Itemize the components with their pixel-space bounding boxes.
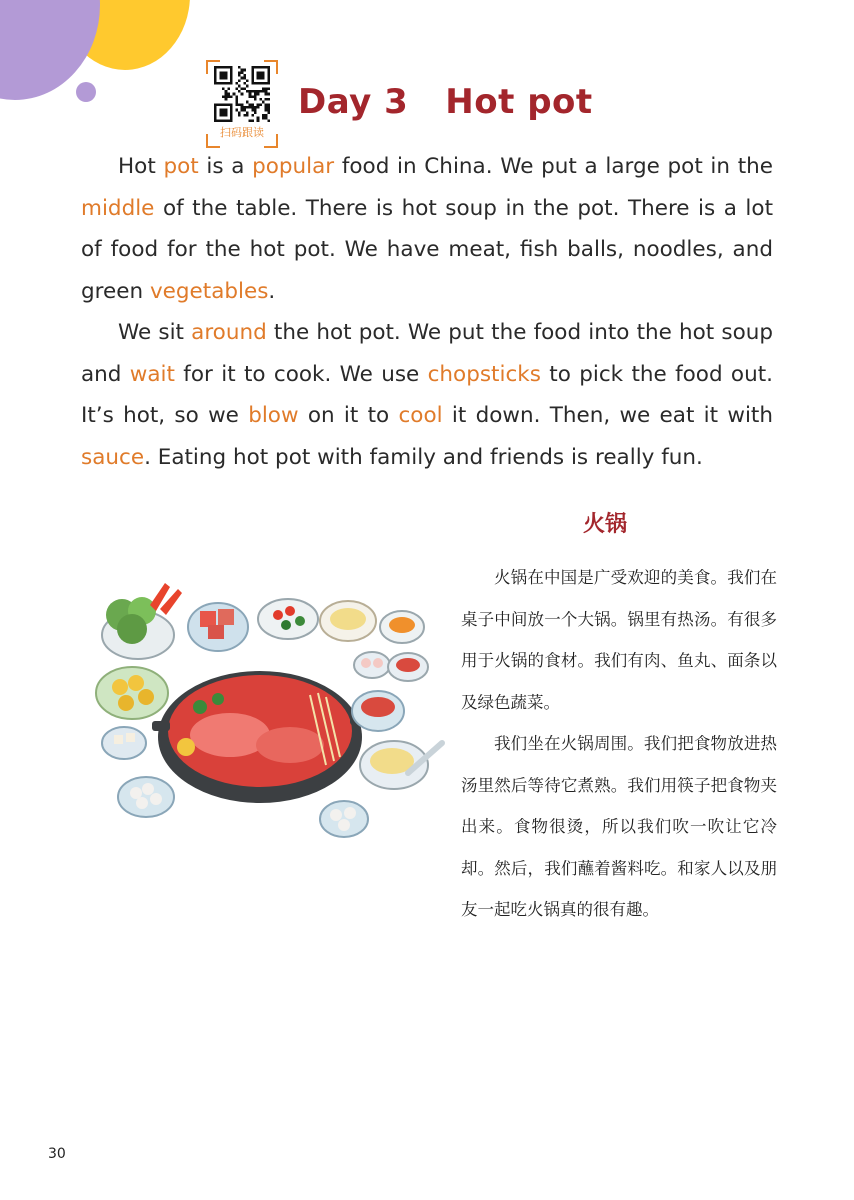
text-run: . Eating hot pot with family and friends is really fun. xyxy=(144,444,703,470)
english-paragraph xyxy=(81,146,773,312)
vocabulary-word: middle xyxy=(81,195,155,221)
noodle-plate-icon xyxy=(320,601,376,641)
tofu-bowl-icon xyxy=(188,603,248,651)
fishball-bowl-icon xyxy=(118,777,174,817)
chinese-paragraph: 火锅在中国是广受欢迎的美食。我们在桌子中间放一个大锅。锅里有热汤。有很多用于火锅的食材。我们有肉、鱼丸、面条以及绿色蔬菜。 xyxy=(461,568,777,712)
vocabulary-word: cool xyxy=(398,403,443,428)
vocabulary-word: pot xyxy=(163,154,199,179)
text-run: to pick the food out. It’s hot, so we xyxy=(81,361,773,428)
pepper-plate-icon xyxy=(258,599,318,639)
vocabulary-word: chopsticks xyxy=(427,361,541,387)
carrot-plate-icon xyxy=(380,611,424,643)
vegetable-plate-icon xyxy=(102,583,182,659)
vocabulary-word: around xyxy=(191,320,267,345)
hotpot-icon xyxy=(152,671,368,803)
text-run: We sit xyxy=(118,320,192,345)
page-title: Day 3 Hot pot xyxy=(298,82,593,122)
text-run: for it to cook. We use xyxy=(174,361,428,387)
text-run: it down. Then, we eat it with xyxy=(442,403,773,428)
vocabulary-word: wait xyxy=(129,361,175,387)
chinese-paragraph: 我们坐在火锅周围。我们把食物放进热汤里然后等待它煮熟。我们用筷子把食物夹出来。食物很烫，所以我们吹一吹让它冷却。然后，我们蘸着酱料吃。和家人以及朋友一起吃火锅真的很有趣。 xyxy=(461,734,777,919)
text-run: the hot pot. We put the food into the hot soup and xyxy=(81,320,773,387)
vocabulary-word: sauce xyxy=(81,444,145,470)
meat-bowl-icon xyxy=(352,691,404,731)
tofu-cube-bowl-icon xyxy=(102,727,146,759)
vocabulary-word: blow xyxy=(248,403,299,428)
chinese-reading-text xyxy=(461,557,777,931)
vocabulary-word: vegetables xyxy=(149,278,269,304)
decor-purple-dot xyxy=(76,82,96,102)
qr-code-icon[interactable] xyxy=(214,66,270,122)
page-number: 30 xyxy=(48,1146,66,1162)
hotpot-illustration xyxy=(90,575,450,860)
qr-code-block[interactable] xyxy=(206,60,278,148)
text-run: . xyxy=(268,278,276,304)
text-run: food in China. We put a large pot in the xyxy=(334,154,773,179)
vocabulary-word: popular xyxy=(252,154,335,179)
english-reading-text xyxy=(81,146,773,478)
text-run: on it to xyxy=(298,403,399,428)
chinese-title: 火锅 xyxy=(583,512,628,537)
qr-label: 扫码跟读 xyxy=(220,126,264,139)
text-run: is a xyxy=(198,154,253,179)
fishball-dish-icon xyxy=(354,652,390,678)
potato-bowl-icon xyxy=(96,667,168,719)
meat-dish-icon xyxy=(388,653,428,681)
text-run: of the table. There is hot soup in the pot. There is a lot of food for the hot pot. We have meat, fish balls, noodles, and green xyxy=(81,195,773,304)
fishball-bowl-icon xyxy=(320,801,368,837)
noodle-bowl-icon xyxy=(360,741,442,789)
text-run: Hot xyxy=(118,154,164,179)
english-paragraph xyxy=(81,312,773,478)
